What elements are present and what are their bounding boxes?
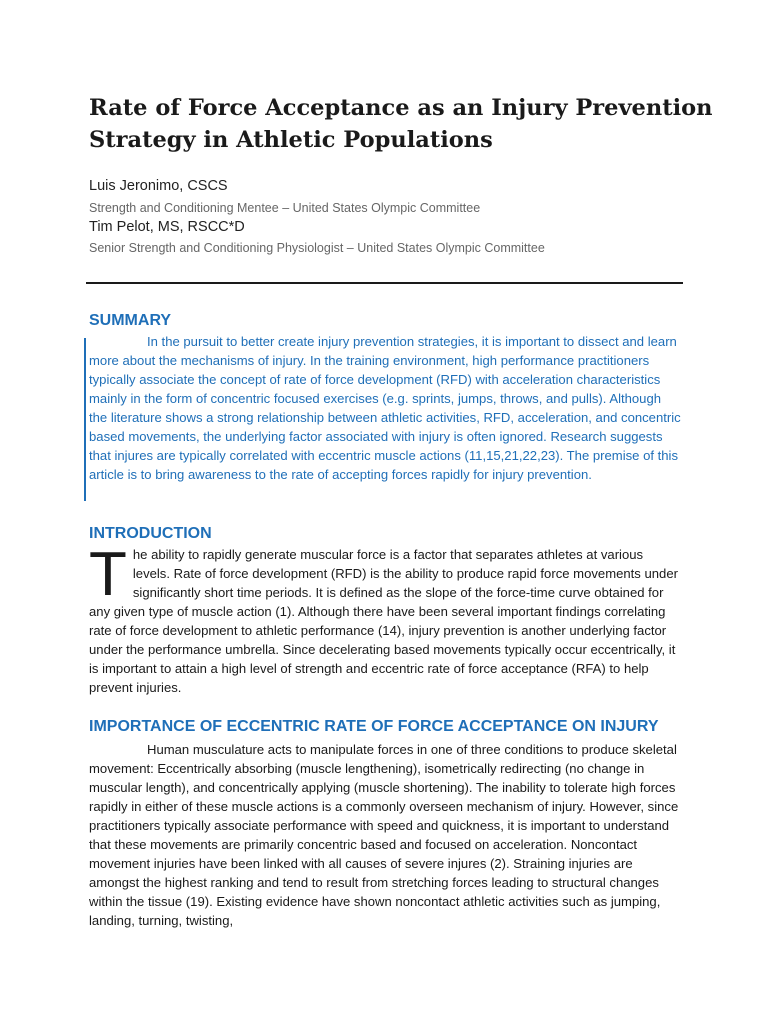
drop-cap: T bbox=[89, 540, 127, 609]
summary-margin-bar bbox=[84, 338, 86, 501]
author-1-affiliation: Strength and Conditioning Mentee – United States Olympic Committee bbox=[89, 201, 481, 215]
importance-heading: IMPORTANCE OF ECCENTRIC RATE OF FORCE ACCEPTANCE ON INJURY bbox=[89, 718, 659, 735]
importance-paragraph: Human musculature acts to manipulate forces in one of three conditions to produce skeletal movement: Eccentrically absorbing (muscle lengthening), isometrically redirecting (no change in muscular length), and concentrically applying (muscle shortening). The inability to tolerate high forces rapidly in either of these muscle actions is a commonly overseen mechanism of injury. However, since practitioners typically associate performance with speed and quickness, it is important to understand that these movements are primarily concentric based and focused on acceleration. Noncontact movement injuries have been linked with all causes of severe injures (2). Straining injuries are amongst the highest ranking and tend to result from stretching forces leading to structural changes within the tissue (19). Existing evidence have shown noncontact athletic activities such as jumping, landing, turning, twisting, bbox=[89, 742, 679, 928]
introduction-heading: INTRODUCTION bbox=[89, 525, 212, 542]
introduction-paragraph bbox=[89, 540, 681, 697]
introduction-text: he ability to rapidly generate muscular force is a factor that separates athletes at various levels. Rate of force development (RFD) is the ability to produce rapid force movements under significantly short time periods. It is defined as the slope of the force-time curve obtained for any given type of muscle action (1). Although there have been several important findings correlating rate of force development to athletic performance (14), injury prevention is another underlying factor under the performance umbrella. Since decelerating based movements typically occur eccentrically, it is important to attain a high level of strength and eccentric rate of force acceptance (RFA) to help prevent injuries. bbox=[89, 547, 678, 695]
summary-paragraph: In the pursuit to better create injury prevention strategies, it is important to dissect and learn more about the mechanisms of injury. In the training environment, high performance practitioners typically associate the concept of rate of force development (RFD) with acceleration characteristics mainly in the form of concentric focused exercises (e.g. sprints, jumps, throws, and pulls). Although the literature shows a strong relationship between athletic activities, RFD, acceleration, and concentric based movements, the underlying factor associated with injury is often ignored. Research suggests that injures are typically correlated with eccentric muscle actions (11,15,21,22,23). The premise of this article is to bring awareness to the rate of accepting forces rapidly for injury prevention. bbox=[89, 334, 681, 482]
summary-heading: SUMMARY bbox=[89, 312, 172, 329]
article-title: Rate of Force Acceptance as an Injury Prevention Strategy in Athletic Populations bbox=[89, 95, 713, 153]
author-2-affiliation: Senior Strength and Conditioning Physiologist – United States Olympic Committee bbox=[89, 241, 545, 255]
author-1-name: Luis Jeronimo, CSCS bbox=[89, 178, 228, 194]
author-2-name: Tim Pelot, MS, RSCC*D bbox=[89, 219, 245, 235]
header-divider bbox=[86, 282, 683, 284]
